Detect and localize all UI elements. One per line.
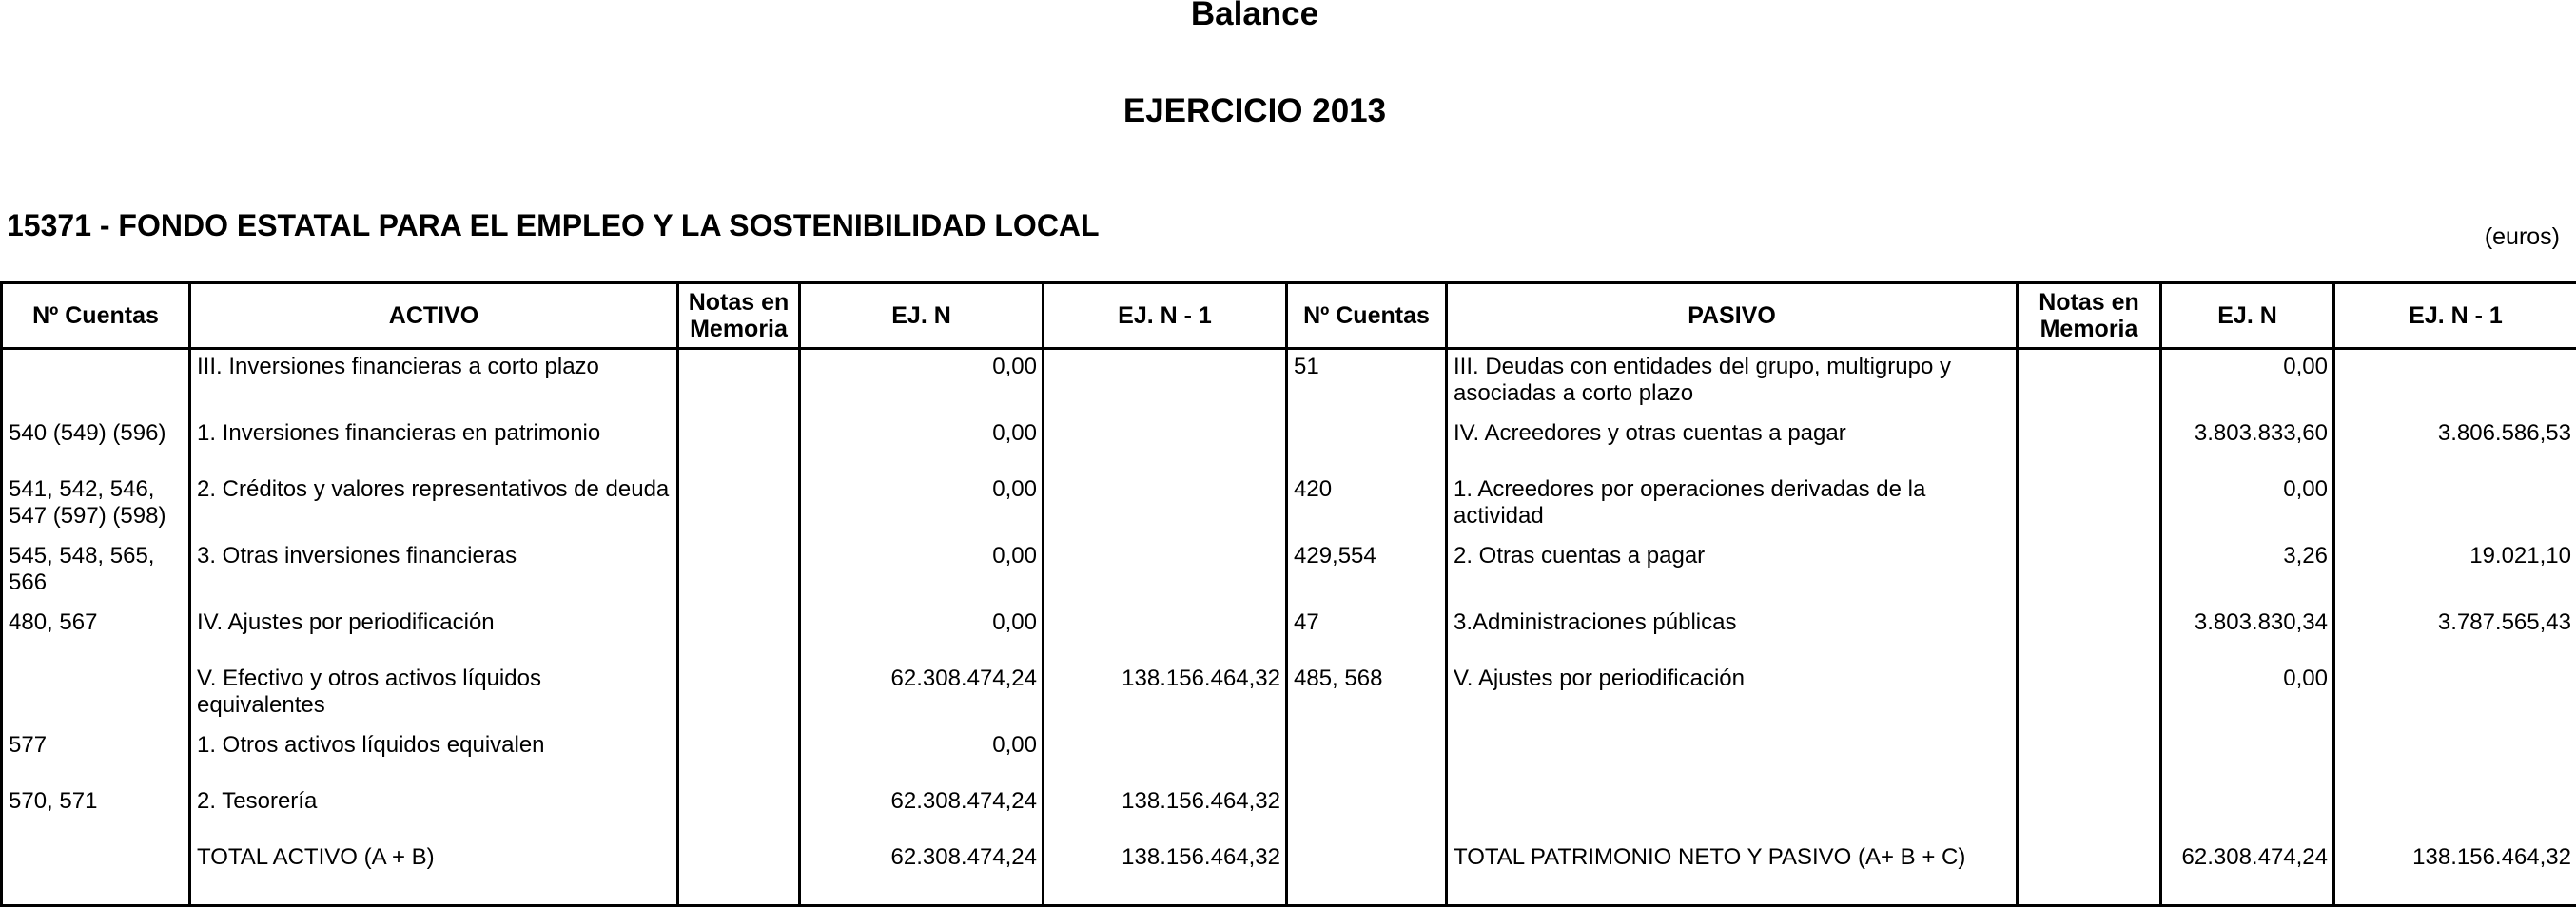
pasivo-ejn1-cell [2334, 349, 2576, 417]
pasivo-cuentas-cell [1287, 784, 1447, 840]
pasivo-cuentas-cell: 47 [1287, 606, 1447, 662]
pasivo-concepto-cell: 2. Otras cuentas a pagar [1447, 539, 2018, 606]
pasivo-ejn1-cell [2334, 473, 2576, 539]
activo-ejn1-cell [1044, 473, 1287, 539]
total-pasivo-ejn1: 138.156.464,32 [2334, 840, 2576, 906]
pasivo-notas-cell [2018, 416, 2161, 473]
total-activo-ejn1: 138.156.464,32 [1044, 840, 1287, 906]
pasivo-cuentas-cell: 51 [1287, 349, 1447, 417]
activo-notas-cell [678, 539, 800, 606]
header-notas-activo: Notas en Memoria [678, 283, 800, 349]
activo-ejn1-cell: 138.156.464,32 [1044, 662, 1287, 728]
activo-cuentas-cell: 480, 567 [2, 606, 190, 662]
activo-ejn-cell: 0,00 [800, 349, 1044, 417]
activo-concepto-cell: IV. Ajustes por periodificación [190, 606, 678, 662]
table-row [2, 349, 2576, 417]
activo-notas-cell [678, 840, 800, 906]
header-cuentas-pasivo: Nº Cuentas [1287, 283, 1447, 349]
pasivo-notas-cell [2018, 840, 2161, 906]
units-label: (euros) [2484, 223, 2560, 250]
total-pasivo-label: TOTAL PATRIMONIO NETO Y PASIVO (A+ B + C) [1447, 840, 2018, 906]
pasivo-notas-cell [2018, 606, 2161, 662]
total-activo-label: TOTAL ACTIVO (A + B) [190, 840, 678, 906]
header-pasivo: PASIVO [1447, 283, 2018, 349]
activo-concepto-cell: 2. Créditos y valores representativos de deuda [190, 473, 678, 539]
pasivo-cuentas-cell: 420 [1287, 473, 1447, 539]
activo-notas-cell [678, 784, 800, 840]
activo-notas-cell [678, 662, 800, 728]
table-row [2, 473, 2576, 539]
entity-heading: 15371 - FONDO ESTATAL PARA EL EMPLEO Y LA SOSTENIBILIDAD LOCAL [7, 208, 1100, 242]
activo-ejn-cell: 62.308.474,24 [800, 784, 1044, 840]
total-pasivo-ejn: 62.308.474,24 [2161, 840, 2334, 906]
header-ejn-activo: EJ. N [800, 283, 1044, 349]
activo-ejn1-cell [1044, 349, 1287, 417]
pasivo-concepto-cell: IV. Acreedores y otras cuentas a pagar [1447, 416, 2018, 473]
pasivo-ejn1-cell: 3.806.586,53 [2334, 416, 2576, 473]
pasivo-cuentas-cell [1287, 840, 1447, 906]
pasivo-cuentas-cell: 485, 568 [1287, 662, 1447, 728]
activo-ejn1-cell [1044, 416, 1287, 473]
activo-concepto-cell: 1. Inversiones financieras en patrimonio [190, 416, 678, 473]
pasivo-ejn-cell: 3.803.833,60 [2161, 416, 2334, 473]
pasivo-ejn1-cell [2334, 784, 2576, 840]
pasivo-ejn1-cell: 3.787.565,43 [2334, 606, 2576, 662]
pasivo-concepto-cell: 1. Acreedores por operaciones derivadas de la actividad [1447, 473, 2018, 539]
pasivo-ejn-cell [2161, 784, 2334, 840]
table-row [2, 606, 2576, 662]
header-notas-pasivo: Notas en Memoria [2018, 283, 2161, 349]
activo-ejn-cell: 0,00 [800, 606, 1044, 662]
pasivo-ejn-cell: 0,00 [2161, 349, 2334, 417]
pasivo-notas-cell [2018, 662, 2161, 728]
header-ejn-pasivo: EJ. N [2161, 283, 2334, 349]
pasivo-notas-cell [2018, 473, 2161, 539]
pasivo-cuentas-cell [1287, 728, 1447, 784]
activo-cuentas-cell: 541, 542, 546, 547 (597) (598) [2, 473, 190, 539]
activo-concepto-cell: 1. Otros activos líquidos equivalen [190, 728, 678, 784]
activo-notas-cell [678, 349, 800, 417]
header-cuentas-activo: Nº Cuentas [2, 283, 190, 349]
activo-cuentas-cell [2, 662, 190, 728]
pasivo-ejn-cell: 3.803.830,34 [2161, 606, 2334, 662]
activo-concepto-cell: V. Efectivo y otros activos líquidos equivalentes [190, 662, 678, 728]
activo-cuentas-cell [2, 349, 190, 417]
table-row [2, 728, 2576, 784]
activo-ejn-cell: 0,00 [800, 416, 1044, 473]
pasivo-notas-cell [2018, 539, 2161, 606]
header-activo: ACTIVO [190, 283, 678, 349]
pasivo-ejn-cell: 0,00 [2161, 662, 2334, 728]
activo-cuentas-cell: 577 [2, 728, 190, 784]
activo-ejn1-cell [1044, 606, 1287, 662]
pasivo-ejn-cell: 3,26 [2161, 539, 2334, 606]
table-row [2, 662, 2576, 728]
pasivo-notas-cell [2018, 784, 2161, 840]
activo-ejn-cell: 62.308.474,24 [800, 662, 1044, 728]
activo-notas-cell [678, 416, 800, 473]
activo-cuentas-cell [2, 840, 190, 906]
exercise-title: EJERCICIO 2013 [1122, 92, 1387, 129]
table-header-row [2, 283, 2576, 349]
pasivo-concepto-cell: III. Deudas con entidades del grupo, multigrupo y asociadas a corto plazo [1447, 349, 2018, 417]
activo-notas-cell [678, 728, 800, 784]
pasivo-ejn-cell [2161, 728, 2334, 784]
activo-ejn1-cell: 138.156.464,32 [1044, 784, 1287, 840]
header-ejn1-pasivo: EJ. N - 1 [2334, 283, 2576, 349]
pasivo-notas-cell [2018, 349, 2161, 417]
activo-concepto-cell: III. Inversiones financieras a corto plazo [190, 349, 678, 417]
pasivo-notas-cell [2018, 728, 2161, 784]
total-activo-ejn: 62.308.474,24 [800, 840, 1044, 906]
table-row [2, 539, 2576, 606]
activo-cuentas-cell: 545, 548, 565, 566 [2, 539, 190, 606]
activo-cuentas-cell: 570, 571 [2, 784, 190, 840]
activo-cuentas-cell: 540 (549) (596) [2, 416, 190, 473]
pasivo-concepto-cell: 3.Administraciones públicas [1447, 606, 2018, 662]
table-row [2, 416, 2576, 473]
header-ejn1-activo: EJ. N - 1 [1044, 283, 1287, 349]
activo-ejn1-cell [1044, 539, 1287, 606]
pasivo-ejn1-cell [2334, 662, 2576, 728]
table-row-total [2, 840, 2576, 906]
activo-ejn-cell: 0,00 [800, 473, 1044, 539]
pasivo-ejn1-cell [2334, 728, 2576, 784]
activo-ejn1-cell [1044, 728, 1287, 784]
pasivo-cuentas-cell [1287, 416, 1447, 473]
activo-ejn-cell: 0,00 [800, 539, 1044, 606]
balance-table [0, 281, 2576, 907]
activo-concepto-cell: 2. Tesorería [190, 784, 678, 840]
activo-notas-cell [678, 473, 800, 539]
pasivo-concepto-cell [1447, 784, 2018, 840]
activo-concepto-cell: 3. Otras inversiones financieras [190, 539, 678, 606]
page-title: Balance [1190, 0, 1319, 32]
activo-notas-cell [678, 606, 800, 662]
pasivo-ejn-cell: 0,00 [2161, 473, 2334, 539]
pasivo-concepto-cell [1447, 728, 2018, 784]
pasivo-cuentas-cell: 429,554 [1287, 539, 1447, 606]
activo-ejn-cell: 0,00 [800, 728, 1044, 784]
table-row [2, 784, 2576, 840]
pasivo-ejn1-cell: 19.021,10 [2334, 539, 2576, 606]
pasivo-concepto-cell: V. Ajustes por periodificación [1447, 662, 2018, 728]
